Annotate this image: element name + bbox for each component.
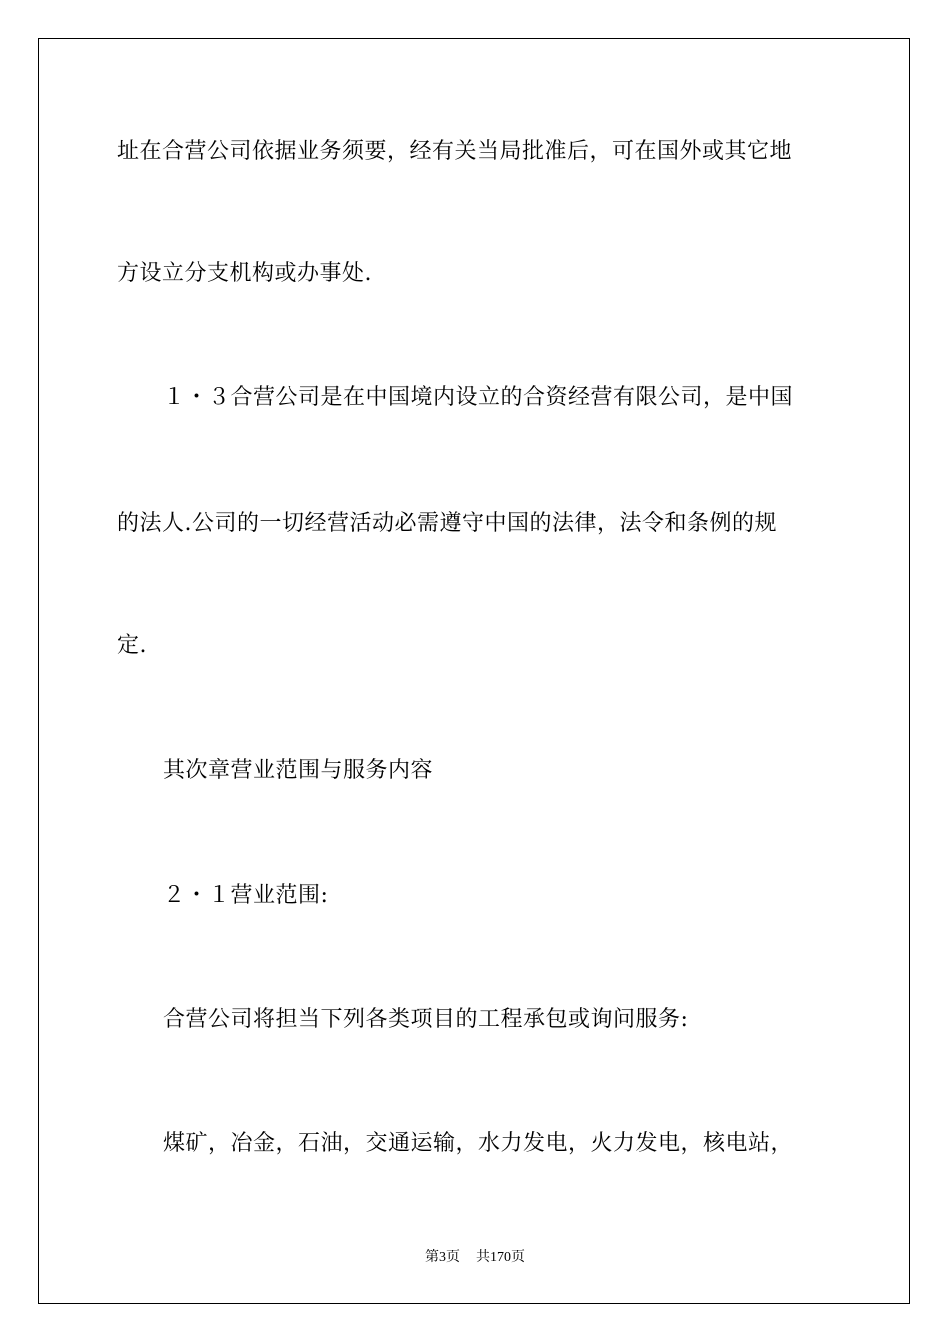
body-line-4: 的法人.公司的一切经营活动必需遵守中国的法律，法令和条例的规 (117, 511, 777, 536)
body-line-3: １・３合营公司是在中国境内设立的合资经营有限公司，是中国 (163, 385, 794, 410)
chapter-heading: 其次章营业范围与服务内容 (163, 758, 434, 783)
body-line-2: 方设立分支机构或办事处. (117, 261, 372, 286)
body-line-1: 址在合营公司依据业务须要，经有关当局批准后，可在国外或其它地 (117, 139, 793, 164)
page-number: 第3页 (425, 1250, 460, 1265)
page-footer (0, 1249, 950, 1267)
section-heading: ２・１营业范围: (163, 883, 329, 908)
body-line-5: 定. (117, 633, 147, 658)
body-line-8: 合营公司将担当下列各类项目的工程承包或询问服务: (163, 1007, 689, 1032)
page-total: 共170页 (476, 1250, 525, 1265)
page-border (38, 38, 910, 1304)
body-line-9: 煤矿，冶金，石油，交通运输，水力发电，火力发电，核电站， (163, 1131, 794, 1156)
